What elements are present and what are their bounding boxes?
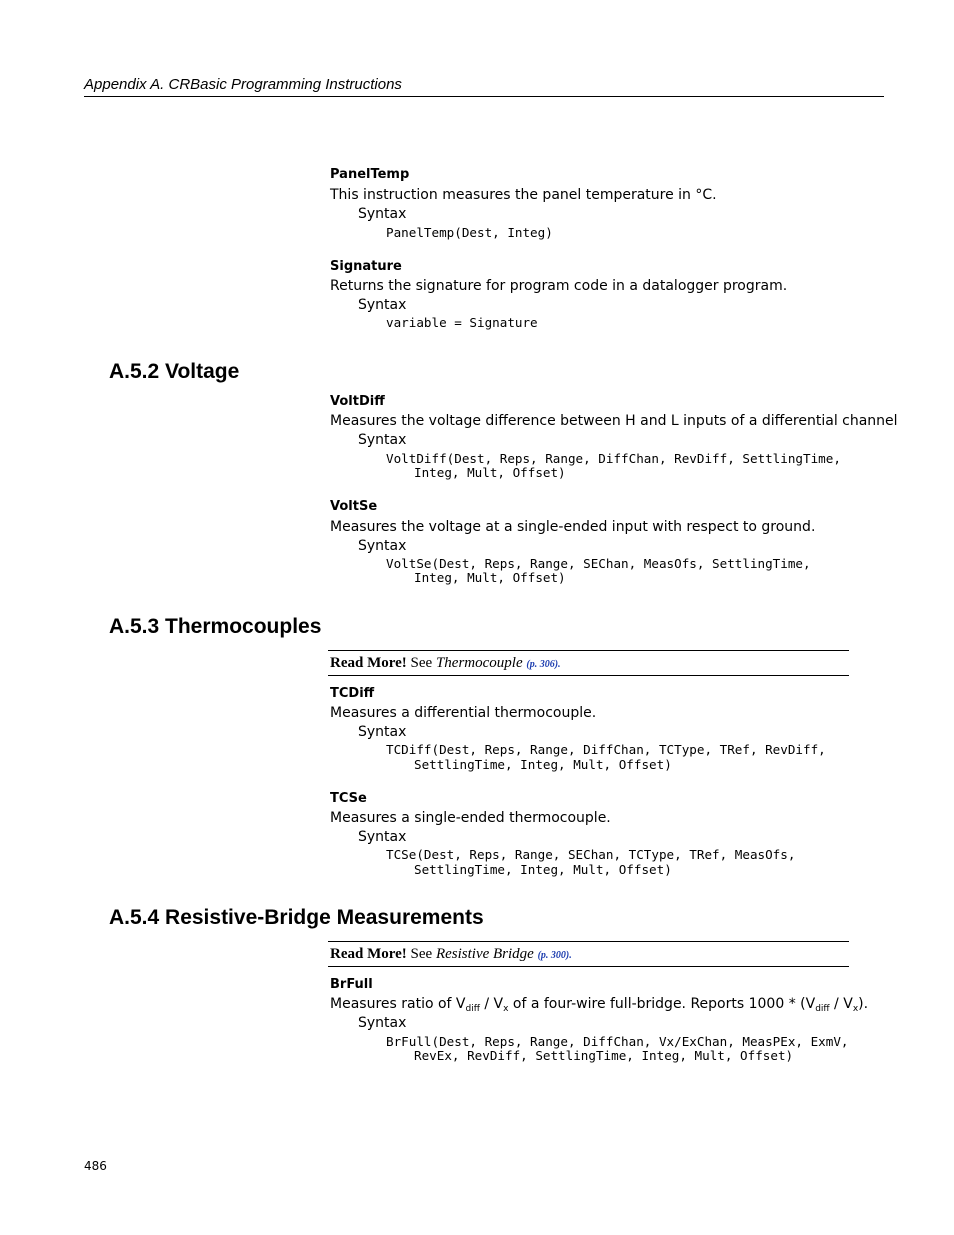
code-line: SettlingTime, Integ, Mult, Offset) [414, 757, 672, 772]
instruction-name-voltdiff: VoltDiff [330, 394, 385, 409]
syntax-label: Syntax [358, 724, 407, 740]
instruction-desc-brfull [330, 996, 868, 1012]
desc-text: / V [829, 996, 853, 1012]
syntax-label: Syntax [358, 297, 407, 313]
instruction-name-tcse: TCSe [330, 791, 367, 806]
instruction-name-brfull: BrFull [330, 977, 373, 992]
page-reference-link[interactable]: (p. 300). [537, 950, 572, 961]
page-number: 486 [84, 1159, 107, 1173]
desc-text: ). [858, 996, 869, 1012]
subscript: x [503, 1004, 509, 1014]
section-heading-bridge: A.5.4 Resistive-Bridge Measurements [109, 906, 484, 929]
syntax-label: Syntax [358, 432, 407, 448]
instruction-name-paneltemp: PanelTemp [330, 167, 410, 182]
desc-text: Measures ratio of V [330, 996, 466, 1012]
instruction-desc-voltse: Measures the voltage at a single-ended input with respect to ground. [330, 519, 816, 535]
code-line: variable = Signature [386, 315, 538, 330]
subscript: diff [815, 1004, 830, 1014]
code-line: TCDiff(Dest, Reps, Range, DiffChan, TCType, TRef, RevDiff, [386, 742, 826, 757]
instruction-desc-paneltemp: This instruction measures the panel temperature in °C. [330, 187, 717, 203]
code-line: Integ, Mult, Offset) [414, 465, 566, 480]
code-line: BrFull(Dest, Reps, Range, DiffChan, Vx/ExChan, MeasPEx, ExmV, [386, 1034, 849, 1049]
code-line: RevEx, RevDiff, SettlingTime, Integ, Mult, Offset) [414, 1048, 794, 1063]
page-reference-link[interactable]: (p. 306). [526, 659, 561, 670]
section-heading-thermocouples: A.5.3 Thermocouples [109, 615, 322, 638]
code-line: Integ, Mult, Offset) [414, 570, 566, 585]
code-line: VoltSe(Dest, Reps, Range, SEChan, MeasOfs, SettlingTime, [386, 556, 811, 571]
read-more-box-thermocouple [328, 650, 849, 676]
read-more-topic: Resistive Bridge [435, 946, 534, 962]
instruction-desc-voltdiff: Measures the voltage difference between H and L inputs of a differential channel [330, 413, 898, 429]
read-more-see: See [406, 655, 436, 671]
read-more-topic: Thermocouple [435, 655, 523, 671]
read-more-box-bridge [328, 941, 849, 967]
running-header: Appendix A. CRBasic Programming Instructions [84, 76, 884, 97]
subscript: x [852, 1004, 859, 1014]
instruction-name-voltse: VoltSe [330, 499, 378, 514]
subscript: diff [465, 1004, 480, 1014]
desc-text: / V [479, 996, 504, 1012]
instruction-name-signature: Signature [330, 259, 402, 274]
code-line: VoltDiff(Dest, Reps, Range, DiffChan, RevDiff, SettlingTime, [386, 451, 841, 466]
read-more-label: Read More! [330, 655, 407, 671]
instruction-desc-tcse: Measures a single-ended thermocouple. [330, 810, 611, 826]
read-more-label: Read More! [330, 946, 407, 962]
code-line: TCSe(Dest, Reps, Range, SEChan, TCType, TRef, MeasOfs, [386, 847, 796, 862]
instruction-desc-signature: Returns the signature for program code in a datalogger program. [330, 278, 788, 294]
code-line: PanelTemp(Dest, Integ) [386, 225, 553, 240]
syntax-label: Syntax [358, 206, 407, 222]
read-more-see: See [406, 946, 436, 962]
section-heading-voltage: A.5.2 Voltage [109, 360, 240, 383]
code-line: SettlingTime, Integ, Mult, Offset) [414, 862, 672, 877]
syntax-label: Syntax [358, 1015, 407, 1031]
desc-text: of a four-wire full-bridge. Reports 1000 * (V [508, 996, 816, 1012]
syntax-label: Syntax [358, 829, 407, 845]
syntax-label: Syntax [358, 538, 407, 554]
instruction-name-tcdiff: TCDiff [330, 686, 375, 701]
instruction-desc-tcdiff: Measures a differential thermocouple. [330, 705, 597, 721]
